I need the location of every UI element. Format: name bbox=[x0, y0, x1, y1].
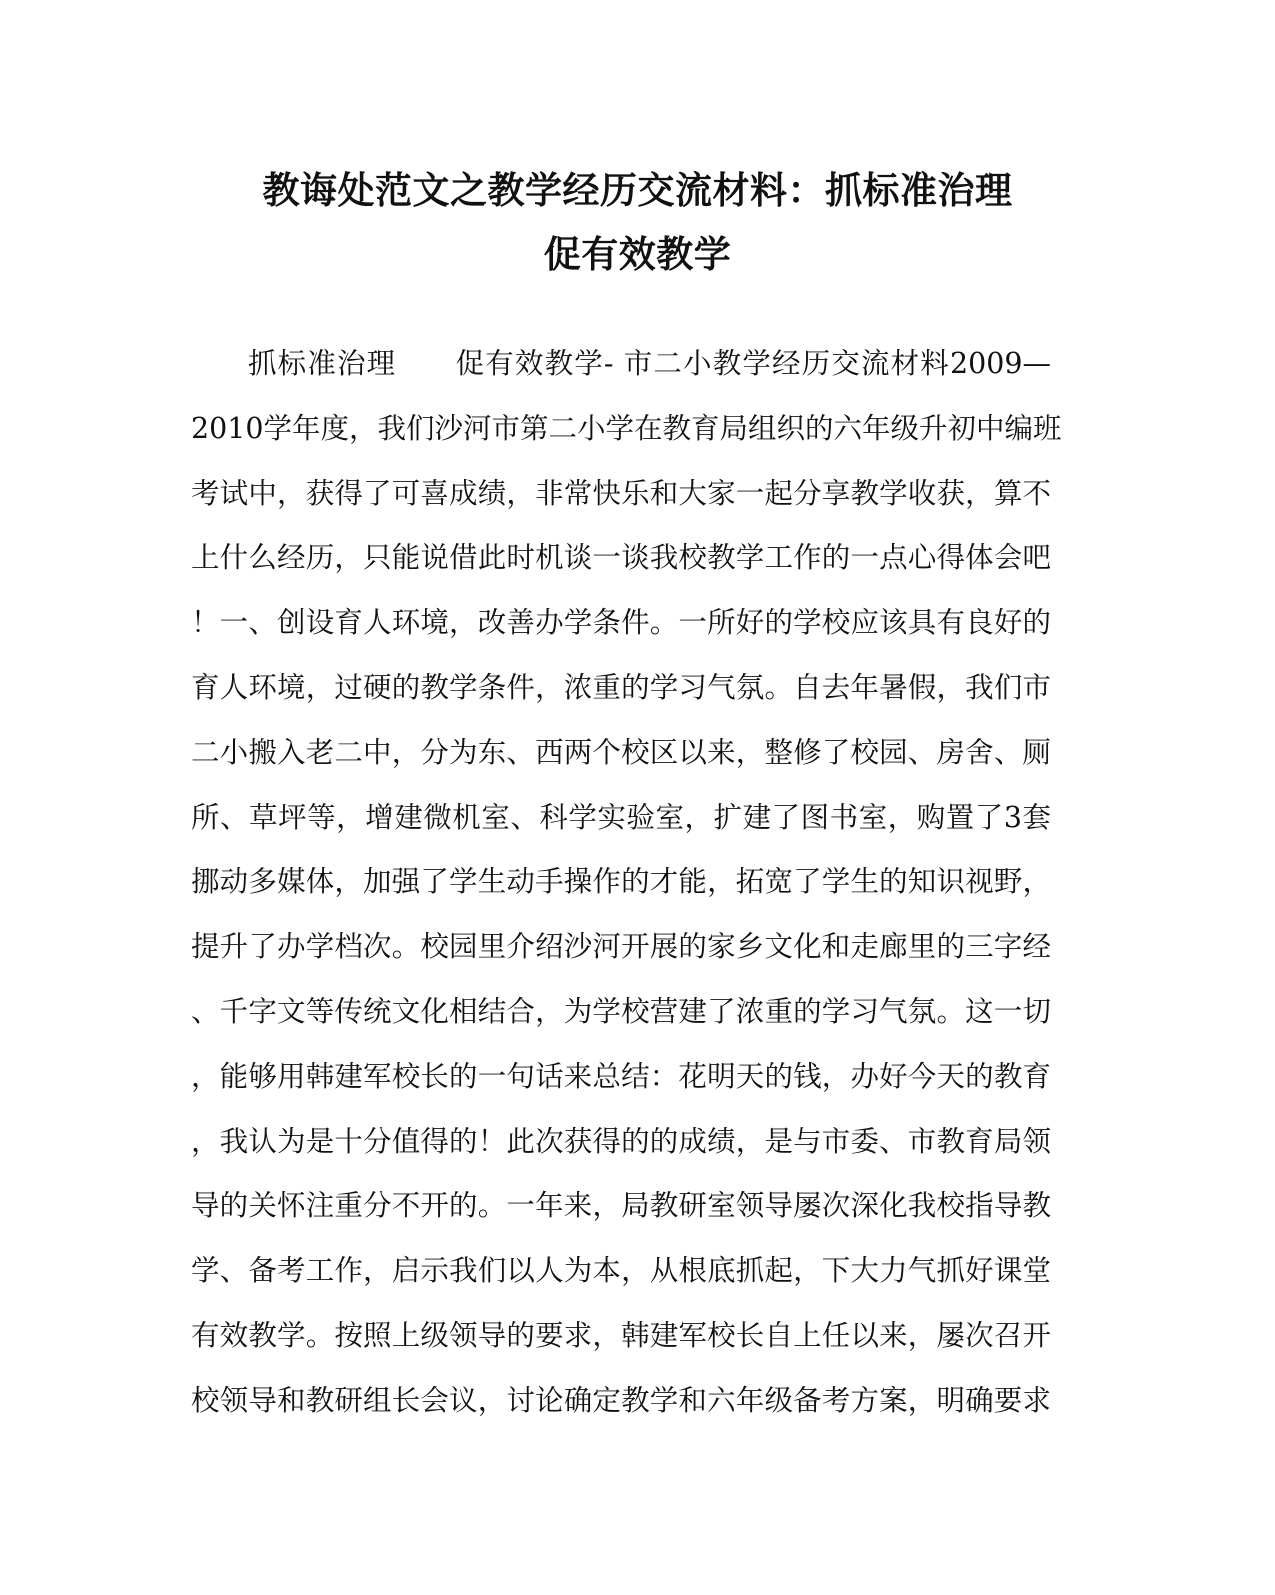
document-title-line-2: 促有效教学 bbox=[543, 232, 732, 276]
body-line: 抓标准治理 促有效教学- 市二小教学经历交流材料2009— bbox=[248, 347, 1051, 380]
body-line: 二小搬入老二中，分为东、西两个校区以来，整修了校园、房舍、厕 bbox=[191, 735, 1051, 769]
document-body bbox=[191, 340, 1062, 1442]
document-title-line-1: 教诲处范文之教学经历交流材料：抓标准治理 bbox=[262, 168, 1013, 212]
body-line: 校领导和教研组长会议，讨论确定教学和六年级备考方案，明确要求 bbox=[191, 1383, 1051, 1417]
body-line: 2010学年度，我们沙河市第二小学在教育局组织的六年级升初中编班 bbox=[191, 411, 1062, 445]
body-line: 育人环境，过硬的教学条件，浓重的学习气氛。自去年暑假，我们市 bbox=[191, 670, 1051, 704]
body-line: ，我认为是十分值得的！此次获得的的成绩，是与市委、市教育局领 bbox=[191, 1124, 1051, 1158]
body-line: 上什么经历，只能说借此时机谈一谈我校教学工作的一点心得体会吧 bbox=[191, 541, 1051, 575]
body-line: 所、草坪等，增建微机室、科学实验室，扩建了图书室，购置了3套 bbox=[191, 800, 1051, 834]
body-line: 、千字文等传统文化相结合，为学校营建了浓重的学习气氛。这一切 bbox=[191, 994, 1051, 1028]
body-line: 学、备考工作，启示我们以人为本，从根底抓起，下大力气抓好课堂 bbox=[191, 1254, 1051, 1288]
body-line: 有效教学。按照上级领导的要求，韩建军校长自上任以来，屡次召开 bbox=[191, 1318, 1051, 1352]
body-line: 提升了办学档次。校园里介绍沙河开展的家乡文化和走廊里的三字经 bbox=[191, 930, 1051, 964]
body-line: 挪动多媒体，加强了学生动手操作的才能，拓宽了学生的知识视野， bbox=[191, 865, 1051, 899]
body-line: 考试中，获得了可喜成绩，非常快乐和大家一起分享教学收获，算不 bbox=[191, 476, 1051, 510]
body-line: ！一、创设育人环境，改善办学条件。一所好的学校应该具有良好的 bbox=[191, 606, 1051, 640]
body-line: 导的关怀注重分不开的。一年来，局教研室领导屡次深化我校指导教 bbox=[191, 1189, 1051, 1223]
body-line: ，能够用韩建军校长的一句话来总结：花明天的钱，办好今天的教育 bbox=[191, 1059, 1051, 1093]
